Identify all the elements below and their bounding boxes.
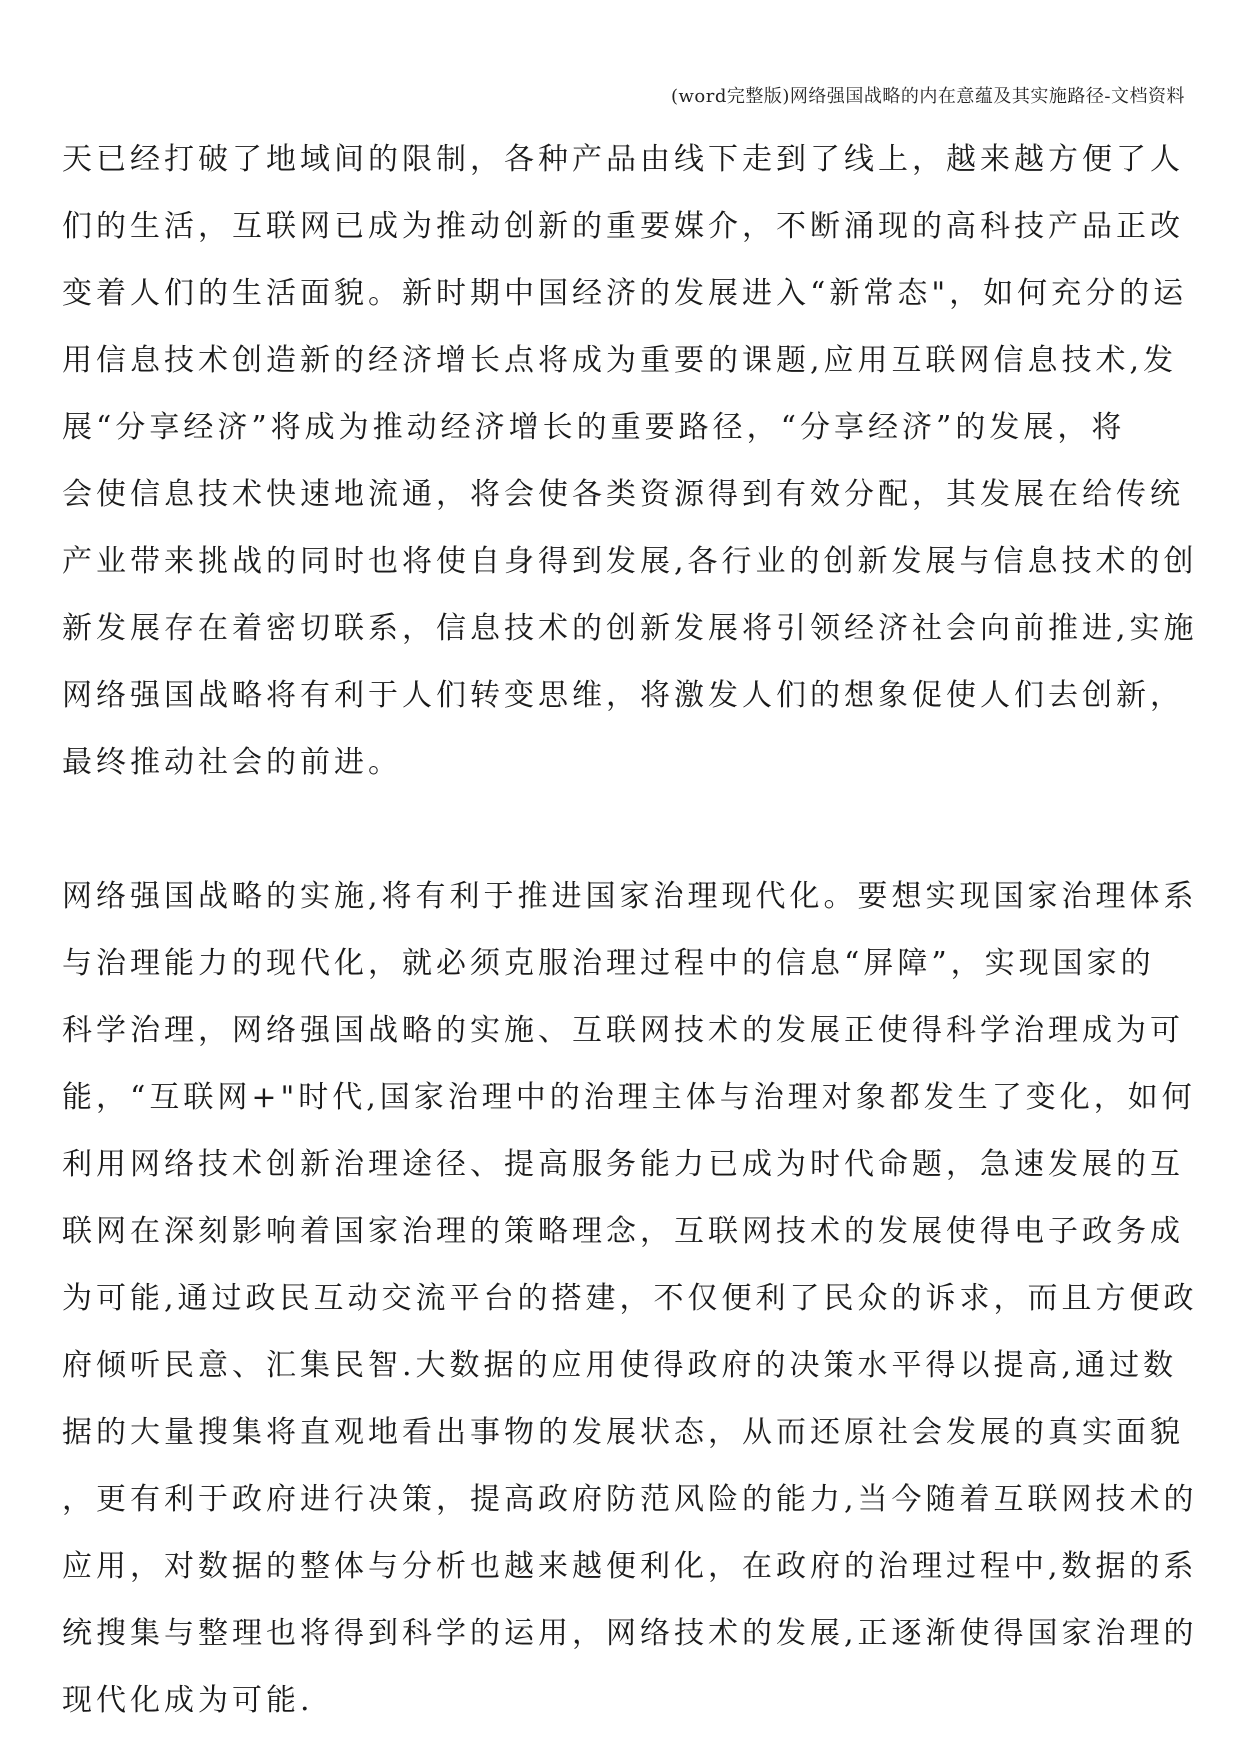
paragraph-spacer (62, 796, 1182, 863)
paragraph-national-governance (62, 863, 1198, 1734)
text-line: 最终推动社会的前进。 (62, 745, 402, 780)
text-line: 据的大量搜集将直观地看出事物的发展状态，从而还原社会发展的真实面貌 (62, 1415, 1184, 1450)
text-line: 科学治理，网络强国战略的实施、互联网技术的发展正使得科学治理成为可 (62, 1013, 1184, 1048)
text-line: 新发展存在着密切联系，信息技术的创新发展将引领经济社会向前推进,实施 (62, 611, 1198, 646)
text-line: 展“分享经济”将成为推动经济增长的重要路径，“分享经济”的发展，将 (62, 410, 1126, 445)
text-line: 应用，对数据的整体与分析也越来越便利化，在政府的治理过程中,数据的系 (62, 1549, 1198, 1584)
text-line: 产业带来挑战的同时也将使自身得到发展,各行业的创新发展与信息技术的创 (62, 544, 1198, 579)
text-line: 与治理能力的现代化，就必须克服治理过程中的信息“屏障”，实现国家的 (62, 946, 1155, 981)
text-line: 网络强国战略的实施,将有利于推进国家治理现代化。要想实现国家治理体系 (62, 879, 1198, 914)
text-line: 变着人们的生活面貌。新时期中国经济的发展进入“新常态"，如何充分的运 (62, 276, 1188, 311)
text-line: 能，“互联网+"时代,国家治理中的治理主体与治理对象都发生了变化，如何 (62, 1080, 1196, 1115)
text-line: 网络强国战略将有利于人们转变思维，将激发人们的想象促使人们去创新， (62, 678, 1184, 713)
text-line: 用信息技术创造新的经济增长点将成为重要的课题,应用互联网信息技术,发 (62, 343, 1178, 378)
text-line: 天已经打破了地域间的限制，各种产品由线下走到了线上，越来越方便了人 (62, 142, 1184, 177)
text-line: 们的生活，互联网已成为推动创新的重要媒介，不断涌现的高科技产品正改 (62, 209, 1184, 244)
paragraph-information-economy (62, 126, 1198, 796)
text-line: ，更有利于政府进行决策，提高政府防范风险的能力,当今随着互联网技术的 (62, 1482, 1198, 1517)
text-line: 会使信息技术快速地流通，将会使各类资源得到有效分配，其发展在给传统 (62, 477, 1184, 512)
text-line: 为可能,通过政民互动交流平台的搭建，不仅便利了民众的诉求，而且方便政 (62, 1281, 1198, 1316)
text-line: 利用网络技术创新治理途径、提高服务能力已成为时代命题，急速发展的互 (62, 1147, 1184, 1182)
running-header: (word完整版)网络强国战略的内在意蕴及其实施路径-文档资料 (671, 86, 1185, 107)
text-line: 联网在深刻影响着国家治理的策略理念，互联网技术的发展使得电子政务成 (62, 1214, 1184, 1249)
text-line: 现代化成为可能. (62, 1683, 314, 1718)
document-body (62, 126, 1198, 1734)
text-line: 府倾听民意、汇集民智.大数据的应用使得政府的决策水平得以提高,通过数 (62, 1348, 1178, 1383)
text-line: 统搜集与整理也将得到科学的运用，网络技术的发展,正逐渐使得国家治理的 (62, 1616, 1198, 1651)
